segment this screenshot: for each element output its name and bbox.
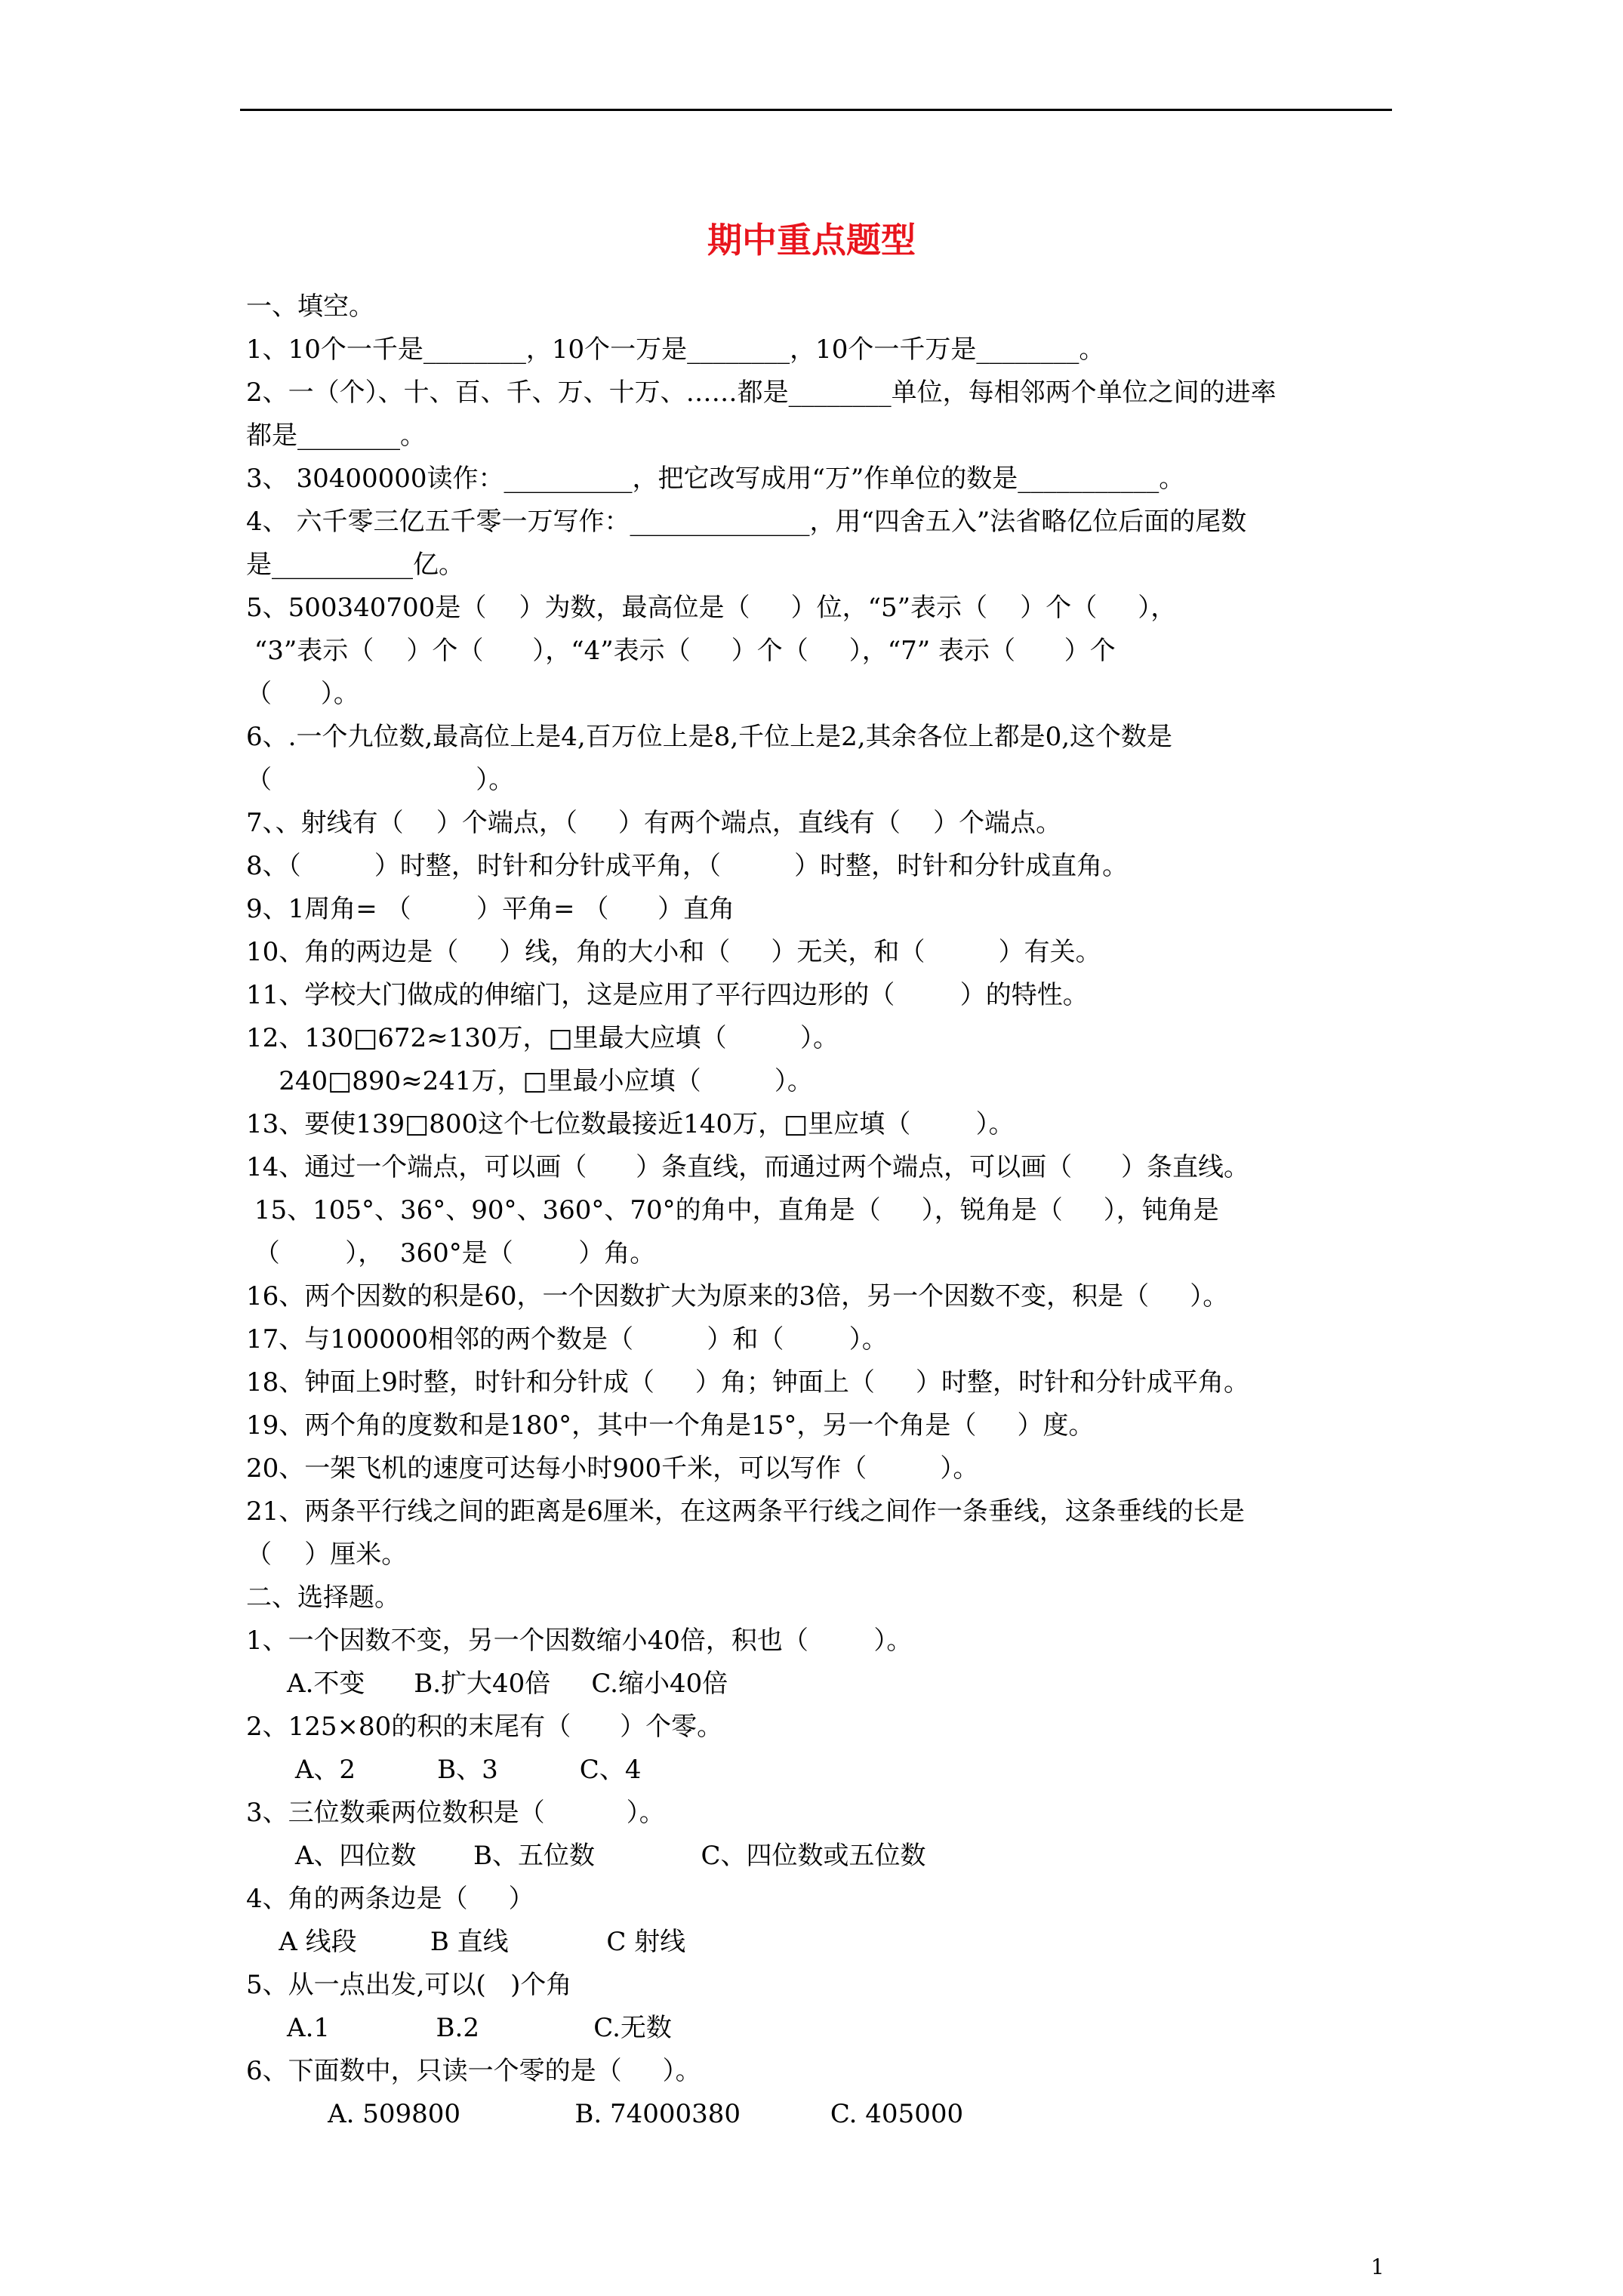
question-line: 20、一架飞机的速度可达每小时900千米，可以写作（ ）。 [246,1453,979,1484]
question-line: 15、105°、36°、90°、360°、70°的角中，直角是（ ），锐角是（ ），钝角是 [246,1195,1219,1225]
question-line: 7、、射线有（ ）个端点，（ ）有两个端点，直线有（ ）个端点。 [246,808,1062,838]
question-line: （ ）厘米。 [246,1539,408,1570]
question-line: 6、下面数中，只读一个零的是（ ）。 [246,2056,701,2086]
question-line: 17、与100000相邻的两个数是（ ）和（ ）。 [246,1324,888,1354]
option-line: A.1 B.2 C.无数 [246,2013,672,2043]
section-heading: 二、选择题。 [246,1583,400,1613]
question-line: 3、 30400000读作：__________，把它改写成用“万”作单位的数是___________。 [246,464,1185,494]
question-line: 16、两个因数的积是60，一个因数扩大为原来的3倍，另一个因数不变，积是（ ）。 [246,1281,1229,1311]
question-line: 21、两条平行线之间的距离是6厘米，在这两条平行线之间作一条垂线，这条垂线的长是 [246,1496,1245,1527]
question-line: 1、10个一千是________，10个一万是________，10个一千万是________。 [246,334,1105,365]
question-line: 8、（ ）时整，时针和分针成平角，（ ）时整，时针和分针成直角。 [246,851,1129,881]
header-rule [240,109,1392,111]
question-line: 2、125×80的积的末尾有（ ）个零。 [246,1712,723,1742]
page-title: 期中重点题型 [707,220,916,260]
question-line: 13、要使139□800这个七位数最接近140万，□里应填（ ）。 [246,1109,1015,1139]
option-line: A.不变 B.扩大40倍 C.缩小40倍 [246,1669,728,1699]
option-line: A、四位数 B、五位数 C、四位数或五位数 [246,1841,926,1871]
question-line: 6、.一个九位数,最高位上是4,百万位上是8,千位上是2,其余各位上都是0,这个数是 [246,722,1173,752]
page-number: 1 [1371,2254,1384,2279]
question-line: 1、一个因数不变，另一个因数缩小40倍，积也（ ）。 [246,1626,913,1656]
question-line: （ ）， 360°是（ ）角。 [246,1238,656,1268]
question-line: 11、学校大门做成的伸缩门，这是应用了平行四边形的（ ）的特性。 [246,980,1089,1010]
question-line: 240□890≈241万，□里最小应填（ ）。 [246,1066,813,1096]
option-line: A. 509800 B. 74000380 C. 405000 [246,2099,964,2129]
question-line: 5、500340700是（ ）为数，最高位是（ ）位，“5”表示（ ）个（ ）， [246,593,1177,623]
question-line: （ ）。 [246,765,515,795]
question-line: 2、一（个）、十、百、千、万、十万、……都是________单位，每相邻两个单位之间的进率 [246,378,1277,408]
question-line: 9、1周角= （ ）平角= （ ）直角 [246,894,735,924]
question-line: 14、通过一个端点，可以画（ ）条直线，而通过两个端点，可以画（ ）条直线。 [246,1152,1249,1182]
question-line: 10、角的两边是（ ）线，角的大小和（ ）无关，和（ ）有关。 [246,937,1101,967]
question-line: 5、从一点出发,可以( )个角 [246,1970,572,2000]
question-line: 都是________。 [246,421,426,451]
section-heading: 一、填空。 [246,291,374,322]
question-line: “3”表示（ ）个（ ），“4”表示（ ）个（ ），“7” 表示（ ）个 [246,636,1116,666]
question-line: 是___________亿。 [246,550,464,580]
question-line: 4、 六千零三亿五千零一万写作：______________，用“四舍五入”法省略亿位后面的尾数 [246,507,1247,537]
question-line: 18、钟面上9时整，时针和分针成（ ）角；钟面上（ ）时整，时针和分针成平角。 [246,1367,1249,1398]
question-line: 4、角的两条边是（ ） [246,1884,534,1914]
question-line: 12、130□672≈130万，□里最大应填（ ）。 [246,1023,839,1053]
worksheet-body [246,285,1394,2136]
option-line: A 线段 B 直线 C 射线 [246,1927,686,1957]
question-line: （ ）。 [246,679,359,709]
question-line: 19、两个角的度数和是180°，其中一个角是15°，另一个角是（ ）度。 [246,1410,1095,1441]
question-line: 3、三位数乘两位数积是（ ）。 [246,1798,665,1828]
option-line: A、2 B、3 C、4 [246,1755,642,1785]
